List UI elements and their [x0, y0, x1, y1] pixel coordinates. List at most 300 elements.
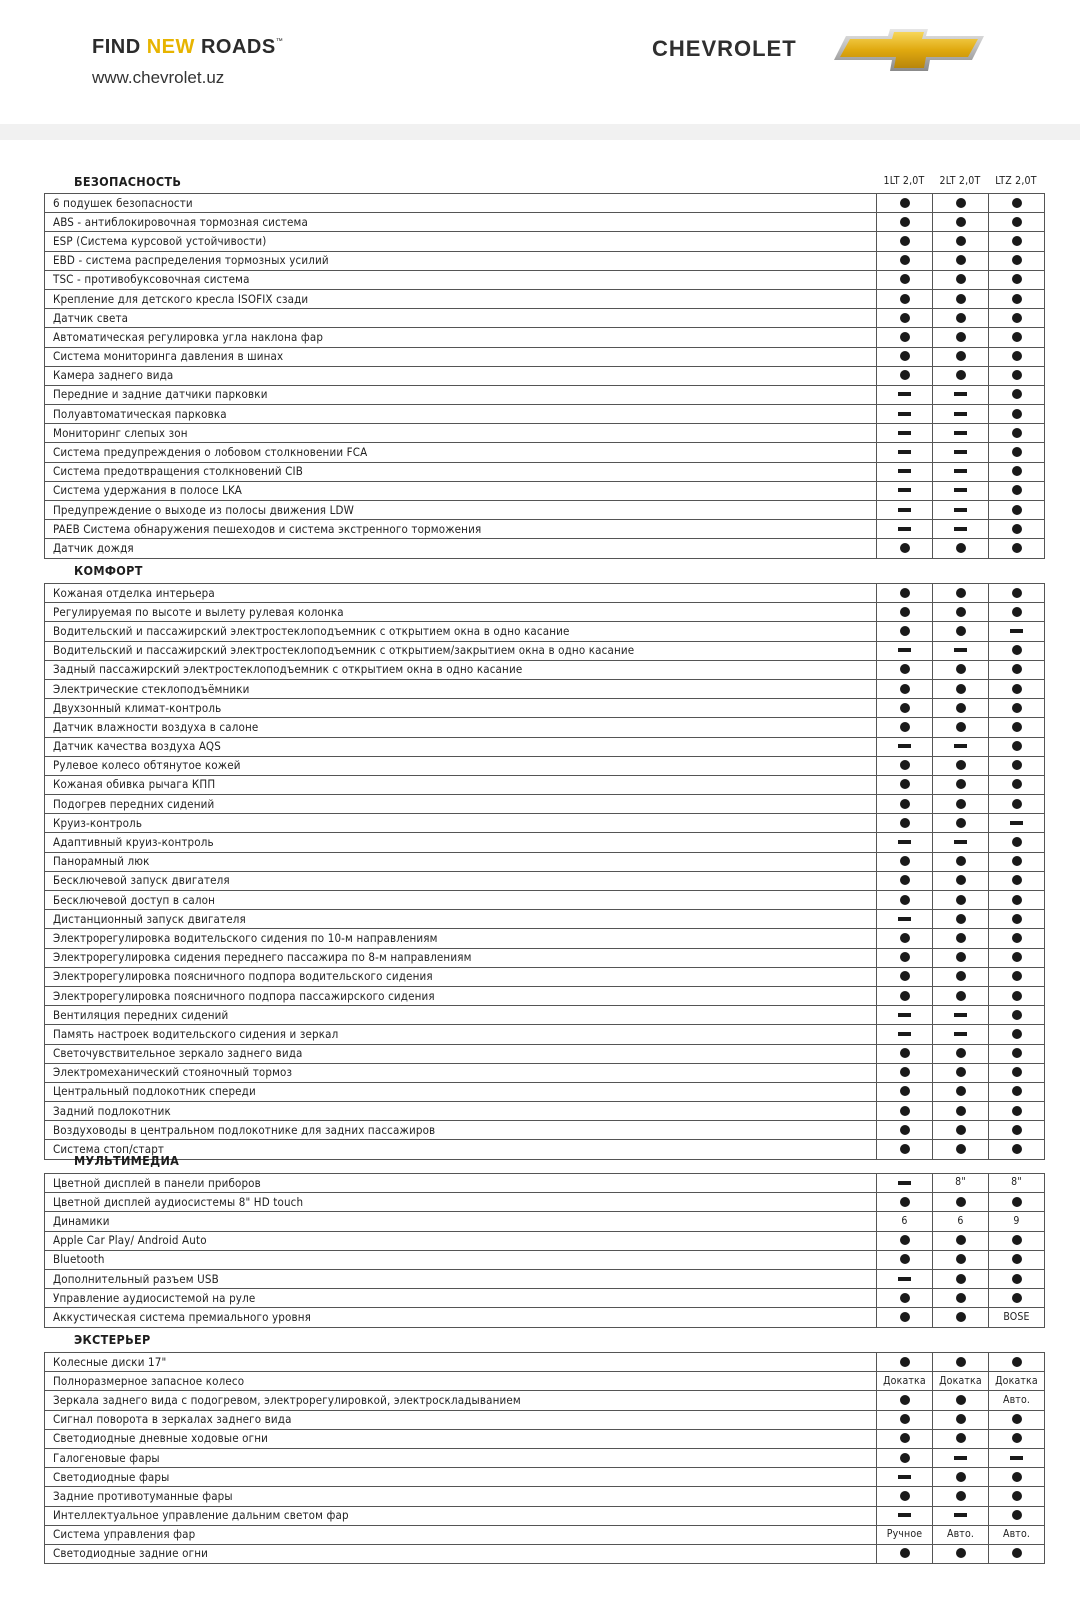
included-dot-icon [956, 818, 966, 828]
included-dot-icon [956, 370, 966, 380]
trim-value-cell [989, 1250, 1045, 1269]
trim-value-cell [933, 1544, 989, 1563]
included-dot-icon [900, 607, 910, 617]
trim-value-cell [989, 679, 1045, 698]
included-dot-icon [1012, 684, 1022, 694]
included-dot-icon [1012, 198, 1022, 208]
table-row [45, 929, 1045, 948]
not-available-dash-icon [954, 469, 967, 473]
trim-value-cell [933, 967, 989, 986]
trim-value-cell [989, 622, 1045, 641]
included-dot-icon [900, 1235, 910, 1245]
not-available-dash-icon [898, 488, 911, 492]
not-available-dash-icon [898, 648, 911, 652]
included-dot-icon [900, 1453, 910, 1463]
included-dot-icon [1012, 313, 1022, 323]
included-dot-icon [956, 1312, 966, 1322]
included-dot-icon [900, 332, 910, 342]
included-dot-icon [956, 703, 966, 713]
table-row [45, 309, 1045, 328]
table-row [45, 641, 1045, 660]
trim-value-cell [933, 328, 989, 347]
trim-value-cell [877, 833, 933, 852]
included-dot-icon [900, 933, 910, 943]
included-dot-icon [1012, 1010, 1022, 1020]
trim-value-cell [877, 1174, 933, 1193]
not-available-dash-icon [898, 1513, 911, 1517]
included-dot-icon [900, 236, 910, 246]
trim-value-cell [989, 1121, 1045, 1140]
table-row [45, 833, 1045, 852]
trim-value-cell [989, 660, 1045, 679]
trim-value-cell [989, 1082, 1045, 1101]
trim-value-cell [933, 1353, 989, 1372]
included-dot-icon [900, 1312, 910, 1322]
not-available-dash-icon [898, 1277, 911, 1281]
feature-name: Датчик качества воздуха AQS [45, 737, 877, 756]
trim-value-cell [933, 309, 989, 328]
table-row [45, 1102, 1045, 1121]
trim-value-cell [933, 289, 989, 308]
included-dot-icon [900, 1125, 910, 1135]
trim-value-cell [989, 385, 1045, 404]
trim-value-cell [933, 1212, 989, 1231]
trim-value-cell [877, 520, 933, 539]
feature-name: TSC - противобуксовочная система [45, 270, 877, 289]
included-dot-icon [900, 952, 910, 962]
table-row [45, 679, 1045, 698]
trim-value-cell [989, 1429, 1045, 1448]
trim-value-cell [877, 405, 933, 424]
included-dot-icon [956, 1433, 966, 1443]
included-dot-icon [900, 684, 910, 694]
table-row [45, 385, 1045, 404]
included-dot-icon [1012, 1510, 1022, 1520]
table-row [45, 270, 1045, 289]
included-dot-icon [1012, 722, 1022, 732]
included-dot-icon [956, 543, 966, 553]
feature-name: Предупреждение о выходе из полосы движения LDW [45, 501, 877, 520]
included-dot-icon [956, 799, 966, 809]
table-row [45, 347, 1045, 366]
trim-value-cell [989, 1353, 1045, 1372]
trim-value-cell [933, 1102, 989, 1121]
feature-name: Управление аудиосистемой на руле [45, 1289, 877, 1308]
included-dot-icon [956, 1106, 966, 1116]
included-dot-icon [956, 1274, 966, 1284]
feature-name: Полноразмерное запасное колесо [45, 1372, 877, 1391]
not-available-dash-icon [898, 392, 911, 396]
trim-value-cell [989, 289, 1045, 308]
feature-name: Рулевое колесо обтянутое кожей [45, 756, 877, 775]
table-row [45, 699, 1045, 718]
not-available-dash-icon [954, 431, 967, 435]
trim-value-cell [989, 1269, 1045, 1288]
included-dot-icon [900, 799, 910, 809]
trim-value-cell [933, 1044, 989, 1063]
included-dot-icon [1012, 1254, 1022, 1264]
trim-value-cell [877, 679, 933, 698]
trim-value-cell [933, 232, 989, 251]
trim-value-cell [933, 833, 989, 852]
included-dot-icon [956, 626, 966, 636]
feature-name: Светочувствительное зеркало заднего вида [45, 1044, 877, 1063]
included-dot-icon [1012, 607, 1022, 617]
included-dot-icon [900, 1048, 910, 1058]
included-dot-icon [956, 1293, 966, 1303]
trim-value-cell [933, 1250, 989, 1269]
table-row [45, 1487, 1045, 1506]
trim-value-cell [989, 756, 1045, 775]
feature-name: Подогрев передних сидений [45, 795, 877, 814]
included-dot-icon [956, 1548, 966, 1558]
trim-value-cell [989, 1544, 1045, 1563]
included-dot-icon [1012, 1548, 1022, 1558]
trim-value-cell [989, 1025, 1045, 1044]
not-available-dash-icon [1010, 1456, 1023, 1460]
spec-table [44, 1352, 1045, 1564]
value-text: Докатка [883, 1374, 926, 1387]
table-row [45, 1193, 1045, 1212]
trim-value-cell [877, 481, 933, 500]
feature-name: Панорамный люк [45, 852, 877, 871]
trim-value-cell [877, 232, 933, 251]
trim-value-cell [877, 948, 933, 967]
included-dot-icon [956, 1086, 966, 1096]
trim-value-cell [933, 622, 989, 641]
trim-value-cell [933, 1006, 989, 1025]
value-text: 8" [1011, 1176, 1022, 1189]
trim-value-cell [989, 1212, 1045, 1231]
trim-value-cell [877, 289, 933, 308]
table-row [45, 251, 1045, 270]
trim-value-cell [989, 424, 1045, 443]
included-dot-icon [956, 198, 966, 208]
table-row [45, 584, 1045, 603]
table-row [45, 1525, 1045, 1544]
trim-value-cell [933, 660, 989, 679]
table-row [45, 1063, 1045, 1082]
trim-value-cell [877, 1487, 933, 1506]
trim-value-cell [989, 1448, 1045, 1467]
feature-name: Светодиодные задние огни [45, 1544, 877, 1563]
trim-value-cell [877, 1250, 933, 1269]
table-row [45, 603, 1045, 622]
trim-value-cell [989, 539, 1045, 558]
included-dot-icon [1012, 914, 1022, 924]
not-available-dash-icon [954, 1013, 967, 1017]
trim-value-cell [933, 679, 989, 698]
trim-value-cell [877, 584, 933, 603]
feature-name: Электрорегулировка сидения переднего пассажира по 8-м направлениям [45, 948, 877, 967]
trim-value-cell [989, 910, 1045, 929]
value-text: Докатка [939, 1374, 982, 1387]
table-row [45, 520, 1045, 539]
feature-name: Bluetooth [45, 1250, 877, 1269]
trim-value-cell [933, 1308, 989, 1327]
table-row [45, 1250, 1045, 1269]
table-row [45, 1044, 1045, 1063]
included-dot-icon [1012, 933, 1022, 943]
feature-name: Электромеханический стояночный тормоз [45, 1063, 877, 1082]
table-row [45, 481, 1045, 500]
feature-name: Бесключевой запуск двигателя [45, 871, 877, 890]
trim-value-cell [933, 270, 989, 289]
value-text: Авто. [1002, 1393, 1031, 1406]
trim-value-cell [933, 424, 989, 443]
included-dot-icon [1012, 409, 1022, 419]
included-dot-icon [900, 1106, 910, 1116]
included-dot-icon [1012, 1048, 1022, 1058]
trim-value-cell [877, 737, 933, 756]
feature-name: Система предупреждения о лобовом столкновении FCA [45, 443, 877, 462]
included-dot-icon [1012, 1414, 1022, 1424]
spec-table [44, 583, 1045, 1160]
trim-value-cell [933, 1231, 989, 1250]
section-header [44, 561, 1044, 580]
included-dot-icon [1012, 741, 1022, 751]
included-dot-icon [956, 895, 966, 905]
table-row [45, 1308, 1045, 1327]
included-dot-icon [900, 1491, 910, 1501]
included-dot-icon [1012, 1235, 1022, 1245]
feature-name: Зеркала заднего вида с подогревом, электрорегулировкой, электроскладыванием [45, 1391, 877, 1410]
feature-name: Передние и задние датчики парковки [45, 385, 877, 404]
included-dot-icon [900, 1086, 910, 1096]
included-dot-icon [1012, 799, 1022, 809]
trim-value-cell [933, 1429, 989, 1448]
trim-value-cell [933, 948, 989, 967]
included-dot-icon [900, 664, 910, 674]
trim-value-cell [933, 910, 989, 929]
trim-value-cell [989, 814, 1045, 833]
trim-value-cell [877, 814, 933, 833]
trim-value-cell [989, 584, 1045, 603]
included-dot-icon [900, 1067, 910, 1077]
included-dot-icon [900, 1293, 910, 1303]
included-dot-icon [1012, 332, 1022, 342]
included-dot-icon [900, 1254, 910, 1264]
included-dot-icon [1012, 1433, 1022, 1443]
included-dot-icon [1012, 856, 1022, 866]
table-row [45, 194, 1045, 213]
trim-value-cell [989, 775, 1045, 794]
not-available-dash-icon [898, 508, 911, 512]
table-row [45, 1082, 1045, 1101]
trim-value-cell [989, 347, 1045, 366]
included-dot-icon [1012, 485, 1022, 495]
included-dot-icon [1012, 274, 1022, 284]
included-dot-icon [956, 971, 966, 981]
feature-name: Система стоп/старт [45, 1140, 877, 1159]
included-dot-icon [900, 198, 910, 208]
feature-name: Крепление для детского кресла ISOFIX сзади [45, 289, 877, 308]
not-available-dash-icon [898, 431, 911, 435]
table-row [45, 232, 1045, 251]
website-url[interactable]: www.chevrolet.uz [92, 68, 225, 87]
trim-value-cell [933, 501, 989, 520]
trim-value-cell [989, 481, 1045, 500]
trim-value-cell [933, 443, 989, 462]
included-dot-icon [1012, 779, 1022, 789]
trim-value-cell [989, 1289, 1045, 1308]
included-dot-icon [956, 588, 966, 598]
trim-value-cell [933, 814, 989, 833]
feature-name: Цветной дисплей в панели приборов [45, 1174, 877, 1193]
included-dot-icon [900, 971, 910, 981]
trim-value-cell [989, 462, 1045, 481]
trim-value-cell [989, 1525, 1045, 1544]
included-dot-icon [956, 294, 966, 304]
trim-value-cell [933, 699, 989, 718]
table-row [45, 443, 1045, 462]
feature-name: Дополнительный разъем USB [45, 1269, 877, 1288]
trim-value-cell [933, 251, 989, 270]
feature-name: Задние противотуманные фары [45, 1487, 877, 1506]
trim-value-cell [877, 622, 933, 641]
trim-value-cell [989, 929, 1045, 948]
included-dot-icon [956, 1414, 966, 1424]
value-text: Авто. [946, 1528, 975, 1541]
feature-name: Цветной дисплей аудиосистемы 8" HD touch [45, 1193, 877, 1212]
included-dot-icon [956, 684, 966, 694]
included-dot-icon [900, 895, 910, 905]
trim-value-cell [877, 775, 933, 794]
included-dot-icon [956, 1472, 966, 1482]
feature-name: Кожаная отделка интерьера [45, 584, 877, 603]
trim-value-cell [877, 756, 933, 775]
trim-value-cell [989, 833, 1045, 852]
feature-name: Электрорегулировка водительского сидения по 10-м направлениям [45, 929, 877, 948]
included-dot-icon [900, 274, 910, 284]
included-dot-icon [956, 1235, 966, 1245]
trim-value-cell [877, 871, 933, 890]
trim-value-cell [877, 328, 933, 347]
not-available-dash-icon [898, 1181, 911, 1185]
included-dot-icon [900, 255, 910, 265]
trim-value-cell [933, 775, 989, 794]
included-dot-icon [900, 1357, 910, 1367]
trim-value-cell [989, 405, 1045, 424]
included-dot-icon [956, 760, 966, 770]
trim-value-cell [933, 641, 989, 660]
trim-value-cell [933, 462, 989, 481]
included-dot-icon [956, 255, 966, 265]
feature-name: EBD - система распределения тормозных усилий [45, 251, 877, 270]
included-dot-icon [956, 1254, 966, 1264]
feature-name: Водительский и пассажирский электростеклоподъемник с открытием окна в одно касание [45, 622, 877, 641]
feature-name: Двухзонный климат-контроль [45, 699, 877, 718]
feature-name: Задный пассажирский электростеклоподъемник с открытием окна в одно касание [45, 660, 877, 679]
included-dot-icon [1012, 1491, 1022, 1501]
included-dot-icon [956, 1395, 966, 1405]
trim-value-cell [933, 539, 989, 558]
table-row [45, 405, 1045, 424]
feature-name: Адаптивный круиз-контроль [45, 833, 877, 852]
trim-value-cell [933, 1082, 989, 1101]
trim-value-cell [933, 1448, 989, 1467]
table-row [45, 795, 1045, 814]
trim-value-cell [933, 213, 989, 232]
table-row [45, 622, 1045, 641]
included-dot-icon [1012, 389, 1022, 399]
trim-value-cell [877, 1212, 933, 1231]
trim-value-cell [989, 1410, 1045, 1429]
section-header [44, 1330, 1044, 1349]
trim-value-cell [933, 481, 989, 500]
included-dot-icon [956, 607, 966, 617]
trim-value-cell [989, 1063, 1045, 1082]
feature-name: Дистанционный запуск двигателя [45, 910, 877, 929]
section-header [44, 1151, 1044, 1170]
trim-value-cell [989, 1231, 1045, 1250]
table-row [45, 1372, 1045, 1391]
trim-value-cell [989, 232, 1045, 251]
trim-value-cell [933, 1121, 989, 1140]
table-row [45, 1174, 1045, 1193]
trim-value-cell [877, 660, 933, 679]
table-row [45, 1506, 1045, 1525]
trim-value-cell [877, 795, 933, 814]
included-dot-icon [956, 1491, 966, 1501]
table-row [45, 871, 1045, 890]
included-dot-icon [956, 351, 966, 361]
trim-value-cell [877, 501, 933, 520]
not-available-dash-icon [954, 450, 967, 454]
table-row [45, 910, 1045, 929]
trim-value-cell [877, 967, 933, 986]
included-dot-icon [956, 217, 966, 227]
included-dot-icon [1012, 524, 1022, 534]
included-dot-icon [900, 703, 910, 713]
feature-name: Система удержания в полосе LKA [45, 481, 877, 500]
trim-value-cell [877, 1353, 933, 1372]
trim-value-cell [989, 795, 1045, 814]
included-dot-icon [1012, 1197, 1022, 1207]
trim-value-cell [933, 347, 989, 366]
trim-value-cell [933, 1289, 989, 1308]
not-available-dash-icon [954, 1456, 967, 1460]
table-row [45, 660, 1045, 679]
included-dot-icon [1012, 837, 1022, 847]
table-row [45, 1448, 1045, 1467]
trim-value-cell [877, 539, 933, 558]
included-dot-icon [900, 818, 910, 828]
trim-value-cell [877, 910, 933, 929]
section-title: МУЛЬТИМЕДИА [74, 1153, 180, 1168]
included-dot-icon [1012, 1086, 1022, 1096]
included-dot-icon [956, 1067, 966, 1077]
spec-table [44, 1173, 1045, 1328]
trim-value-cell [877, 1372, 933, 1391]
trim-value-cell [989, 443, 1045, 462]
feature-name: Круиз-контроль [45, 814, 877, 833]
table-row [45, 1429, 1045, 1448]
value-text: Докатка [995, 1374, 1038, 1387]
trim-value-cell [933, 584, 989, 603]
not-available-dash-icon [1010, 821, 1023, 825]
feature-name: Датчик света [45, 309, 877, 328]
slogan: FIND NEW ROADS™ [92, 36, 284, 58]
feature-name: Динамики [45, 1212, 877, 1231]
included-dot-icon [956, 914, 966, 924]
included-dot-icon [1012, 1067, 1022, 1077]
table-row [45, 775, 1045, 794]
not-available-dash-icon [954, 744, 967, 748]
trim-value-cell [877, 1082, 933, 1101]
feature-name: Бесключевой доступ в салон [45, 891, 877, 910]
included-dot-icon [900, 875, 910, 885]
